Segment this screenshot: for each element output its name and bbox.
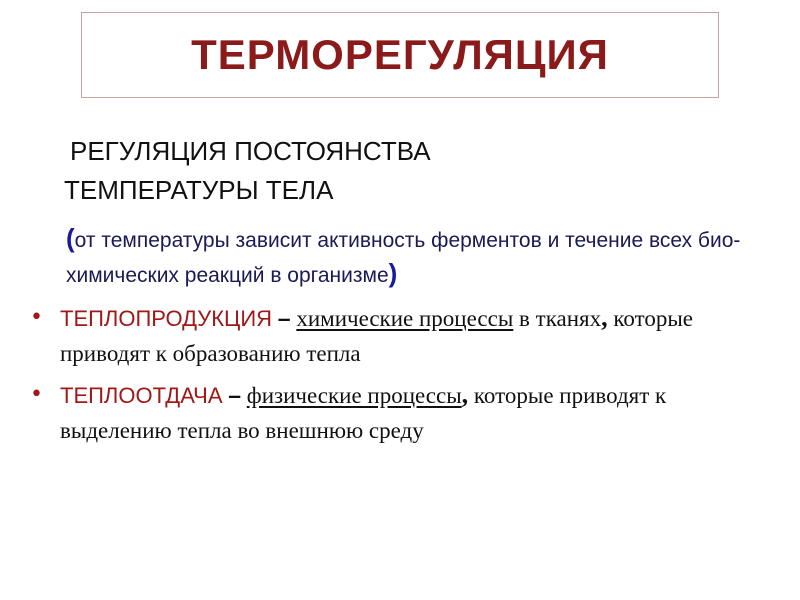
bullet-list: [30, 300, 780, 454]
dash: –: [228, 382, 242, 408]
note: [66, 222, 776, 292]
note-text: от температуры зависит активность ферментов и течение всех био-химических реакций в организме: [66, 229, 741, 287]
definition: [64, 132, 754, 210]
dash: –: [277, 305, 291, 331]
underlined-phrase: химические процессы: [296, 306, 514, 331]
term-heat-production: ТЕПЛОПРОДУКЦИЯ: [60, 306, 273, 331]
bullet-text-rest: которые приводят к образованию тепла: [60, 306, 693, 366]
comma: ,: [601, 303, 608, 332]
definition-line-1: РЕГУЛЯЦИЯ ПОСТОЯНСТВА: [70, 136, 431, 166]
list-item: [30, 377, 780, 448]
bullet-icon: •: [30, 305, 43, 330]
note-close-paren: ): [388, 258, 398, 288]
list-item: [30, 300, 780, 371]
comma: ,: [461, 380, 469, 409]
slide-title: ТЕРМОРЕГУЛЯЦИЯ: [191, 31, 609, 78]
underlined-phrase: физические процессы: [246, 383, 462, 408]
note-open-paren: (: [66, 223, 75, 253]
bullet-icon: •: [30, 382, 43, 407]
title-box: [81, 12, 719, 98]
definition-line-2: ТЕМПЕРАТУРЫ ТЕЛА: [64, 175, 334, 205]
bullet-text-part: в тканях: [519, 306, 602, 331]
term-heat-loss: ТЕПЛООТДАЧА: [60, 383, 223, 408]
bullet-text-rest: которые приводят к выделению тепла во внешнюю среду: [60, 383, 667, 443]
